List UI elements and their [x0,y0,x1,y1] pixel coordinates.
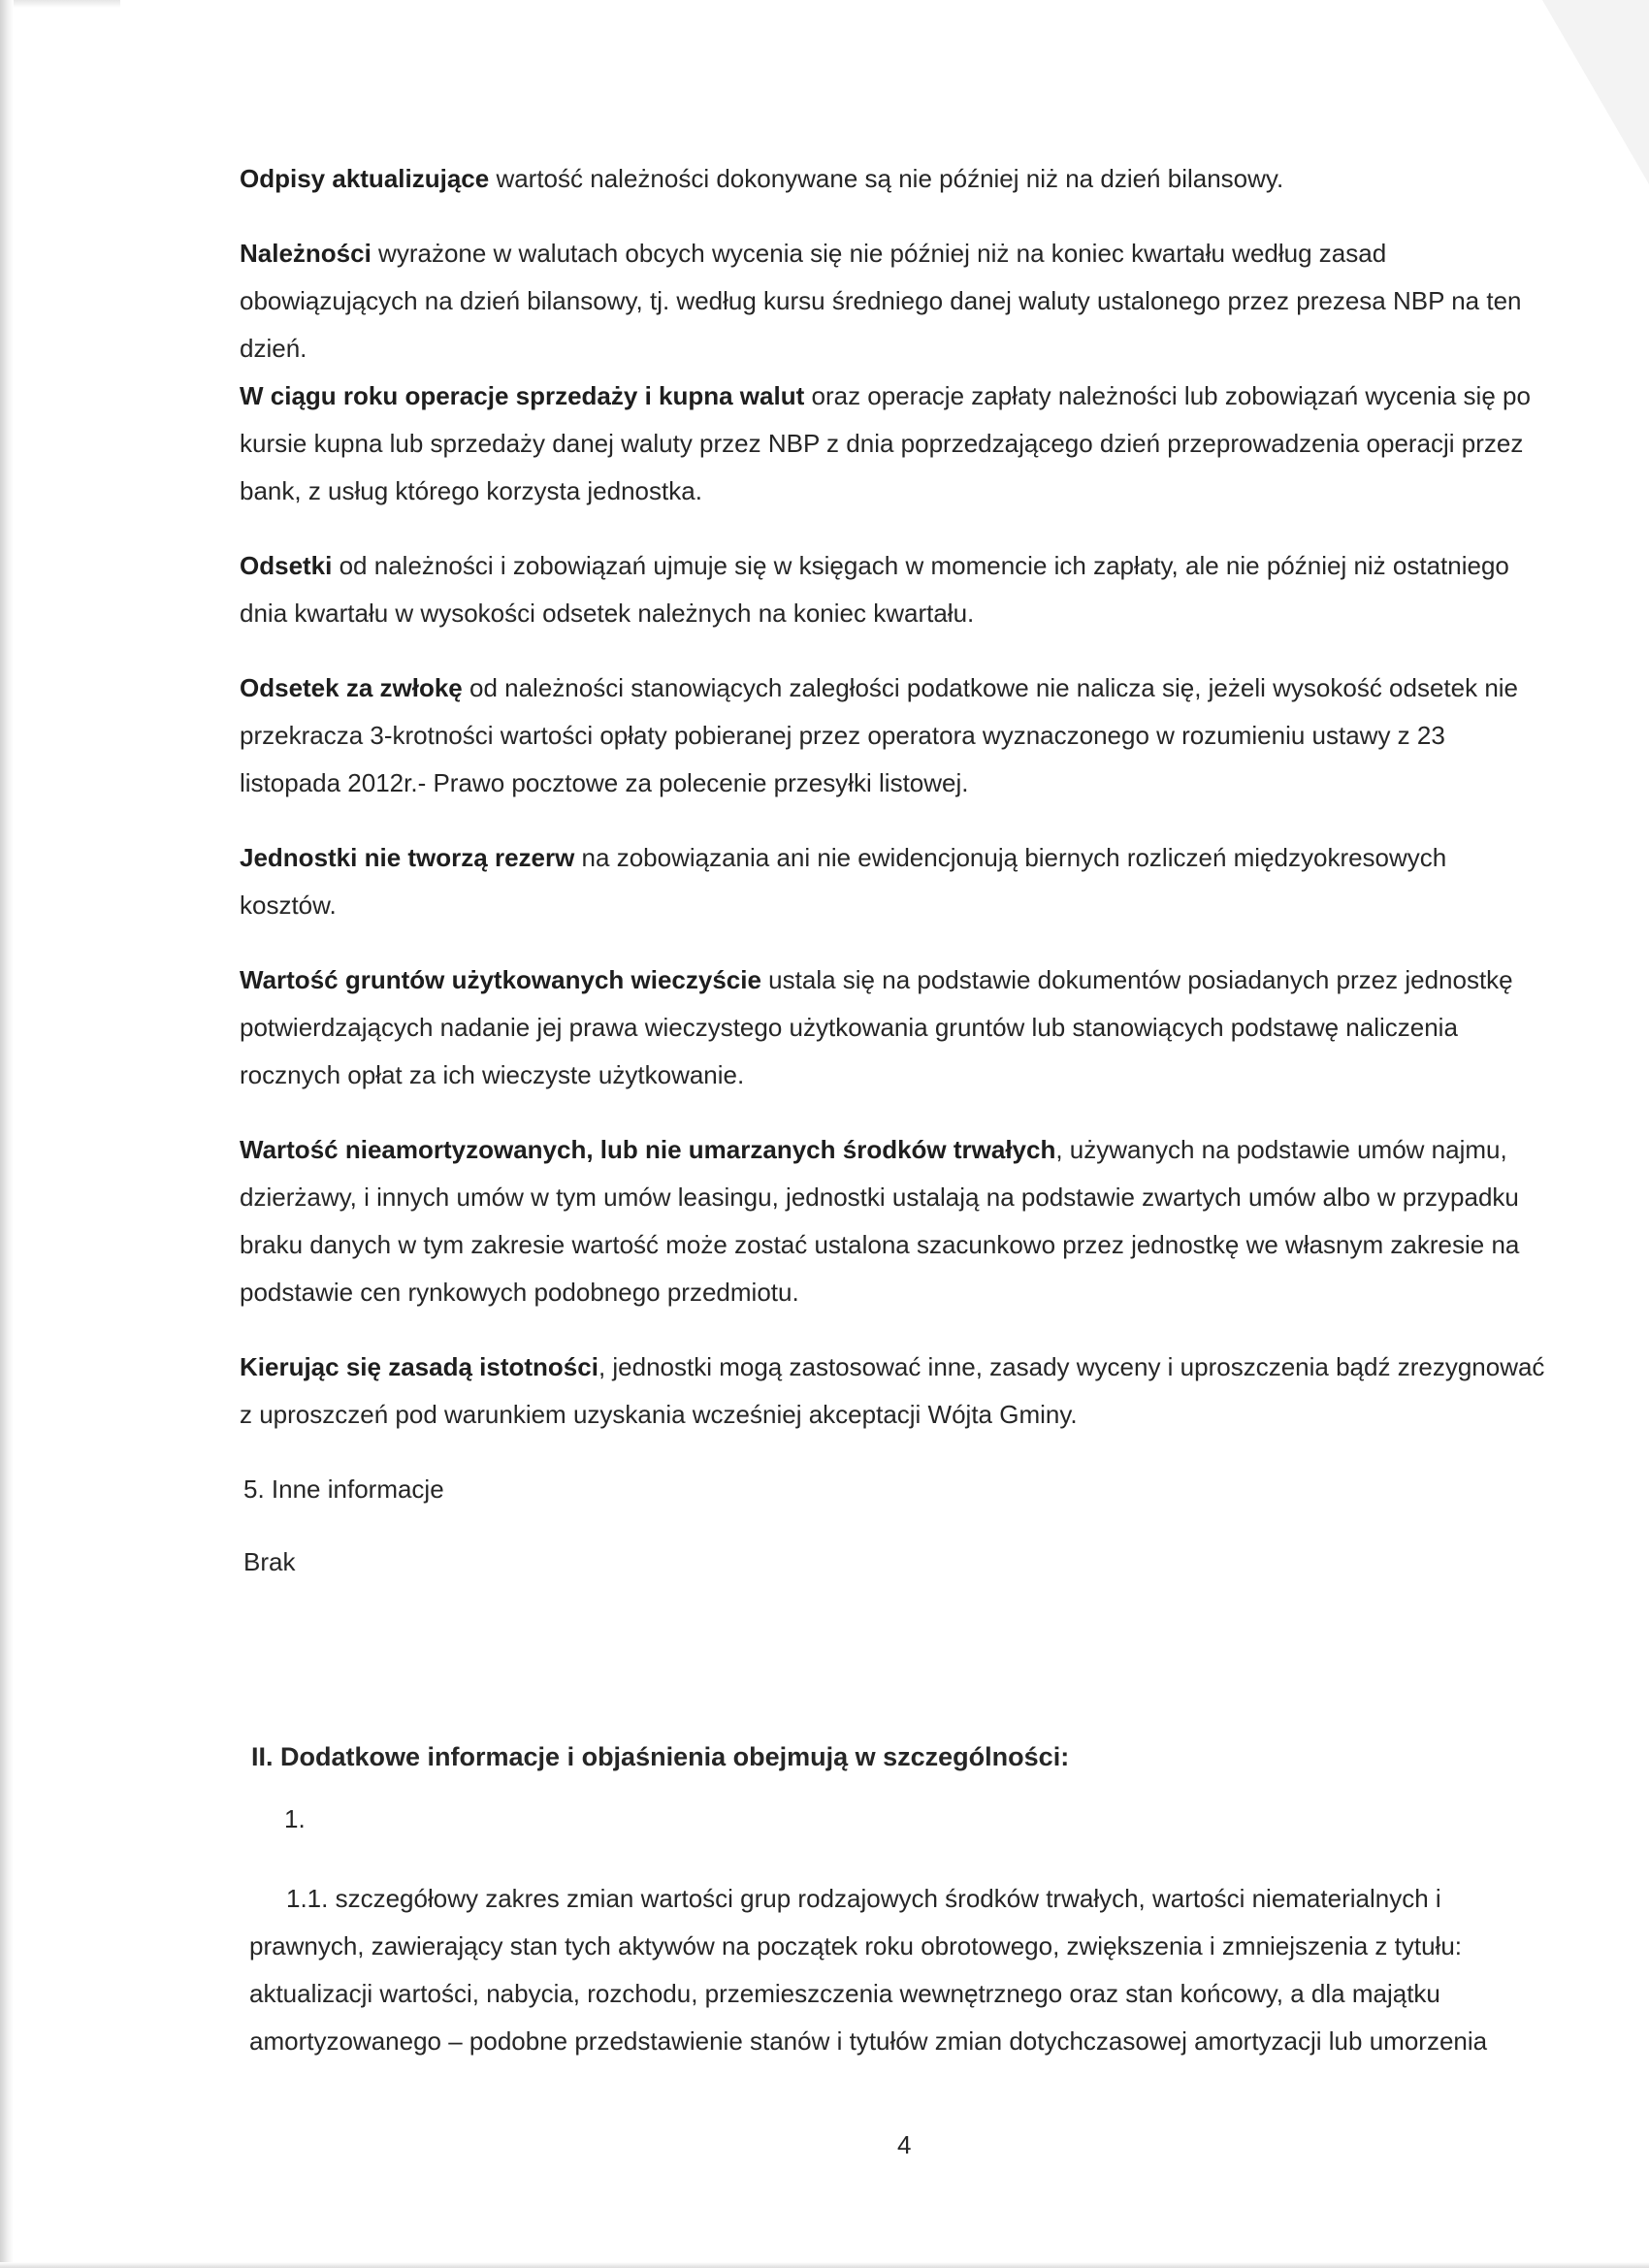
paragraph-rezerwy [240,834,1549,929]
paragraph-odsetki [240,542,1549,637]
scan-top-mark [14,0,120,8]
list-item-text: 1.1. szczegółowy zakres zmian wartości grup rodzajowych środków trwałych, wartości niematerialnych i prawnych, zawierający stan tych aktywów na początek roku obrotowego, zwiększenia i zmniejszenia z tytułu: aktualizacji wartości, nabycia, rozchodu, przemieszczenia wewnętrznego oraz stan końcowy, a dla majątku amortyzowanego – podobne przedstawienie stanów i tytułów zmian dotychczasowej amortyzacji lub umorzenia [249,1884,1488,2056]
paragraph-text: oraz operacje zapłaty należności lub zobowiązań wycenia się po kursie kupna lub sprzedaży danej waluty przez NBP z dnia poprzedzającego dzień przeprowadzenia operacji przez bank, z usług którego korzysta jednostka. [240,381,1531,505]
paragraph-term: Kierując się zasadą istotności [240,1352,598,1381]
paragraph-text: od należności stanowiących zaległości podatkowe nie nalicza się, jeżeli wysokość odsetek nie przekracza 3-krotności wartości opłaty pobieranej przez operatora wyznaczonego w rozumieniu ustawy z 23 listopada 2012r.- Prawo pocztowe za polecenie przesyłki listowej. [240,673,1519,797]
paragraph-odpisy [240,155,1549,203]
paragraph-text: od należności i zobowiązań ujmuje się w księgach w momencie ich zapłaty, ale nie później niż ostatniego dnia kwartału w wysokości odsetek należnych na koniec kwartału. [240,551,1509,628]
page-number: 4 [897,2130,912,2159]
paragraph-srodki-trwale [240,1126,1549,1316]
paragraph-term: Odsetek za zwłokę [240,673,463,702]
paragraph-term: W ciągu roku operacje sprzedaży i kupna walut [240,381,805,410]
scan-left-edge [0,0,14,2268]
section-2-heading: II. Dodatkowe informacje i objaśnienia obejmują w szczególności: [251,1742,1070,1771]
scan-folded-corner [1542,0,1649,184]
paragraph-naleznosci [240,230,1549,373]
paragraph-term: Wartość gruntów użytkowanych wieczyście [240,965,761,994]
paragraph-grunty [240,956,1549,1099]
paragraph-text: wartość należności dokonywane są nie później niż na dzień bilansowy. [489,164,1284,193]
paragraph-term: Odpisy aktualizujące [240,164,490,193]
paragraph-term: Odsetki [240,551,333,580]
paragraph-istotnosc [240,1344,1549,1439]
paragraph-term: Jednostki nie tworzą rezerw [240,843,575,872]
paragraph-text: na zobowiązania ani nie ewidencjonują biernych rozliczeń międzyokresowych kosztów. [240,843,1447,920]
document-body [240,155,1549,2065]
paragraph-text: ustala się na podstawie dokumentów posiadanych przez jednostkę potwierdzających nadanie jej prawa wieczystego użytkowania gruntów lub stanowiących podstawę naliczenia rocznych opłat za ich wieczyste użytkowanie. [240,965,1513,1089]
section-5-title: 5. Inne informacje [243,1474,444,1504]
paragraph-odsetek-za-zwloke [240,664,1549,807]
section-5-body: Brak [243,1547,296,1576]
paragraph-operacje-walut [240,373,1549,515]
list-item-number: 1. [284,1804,306,1833]
paragraph-text: , jednostki mogą zastosować inne, zasady wyceny i uproszczenia bądź zrezygnować z uproszczeń pod warunkiem uzyskania wcześniej akceptacji Wójta Gminy. [240,1352,1545,1429]
paragraph-text: wyrażone w walutach obcych wycenia się nie później niż na koniec kwartału według zasad obowiązujących na dzień bilansowy, tj. według kursu średniego danej waluty ustalonego przez prezesa NBP na ten dzień. [240,239,1522,363]
paragraph-term: Wartość nieamortyzowanych, lub nie umarzanych środków trwałych [240,1135,1056,1164]
paragraph-text: , używanych na podstawie umów najmu, dzierżawy, i innych umów w tym umów leasingu, jednostki ustalają na podstawie zwartych umów albo w przypadku braku danych w tym zakresie wartość może zostać ustalona szacunkowo przez jednostkę we własnym zakresie na podstawie cen rynkowych podobnego przedmiotu. [240,1135,1520,1307]
scan-bottom-edge [0,2262,1649,2268]
paragraph-term: Należności [240,239,372,268]
